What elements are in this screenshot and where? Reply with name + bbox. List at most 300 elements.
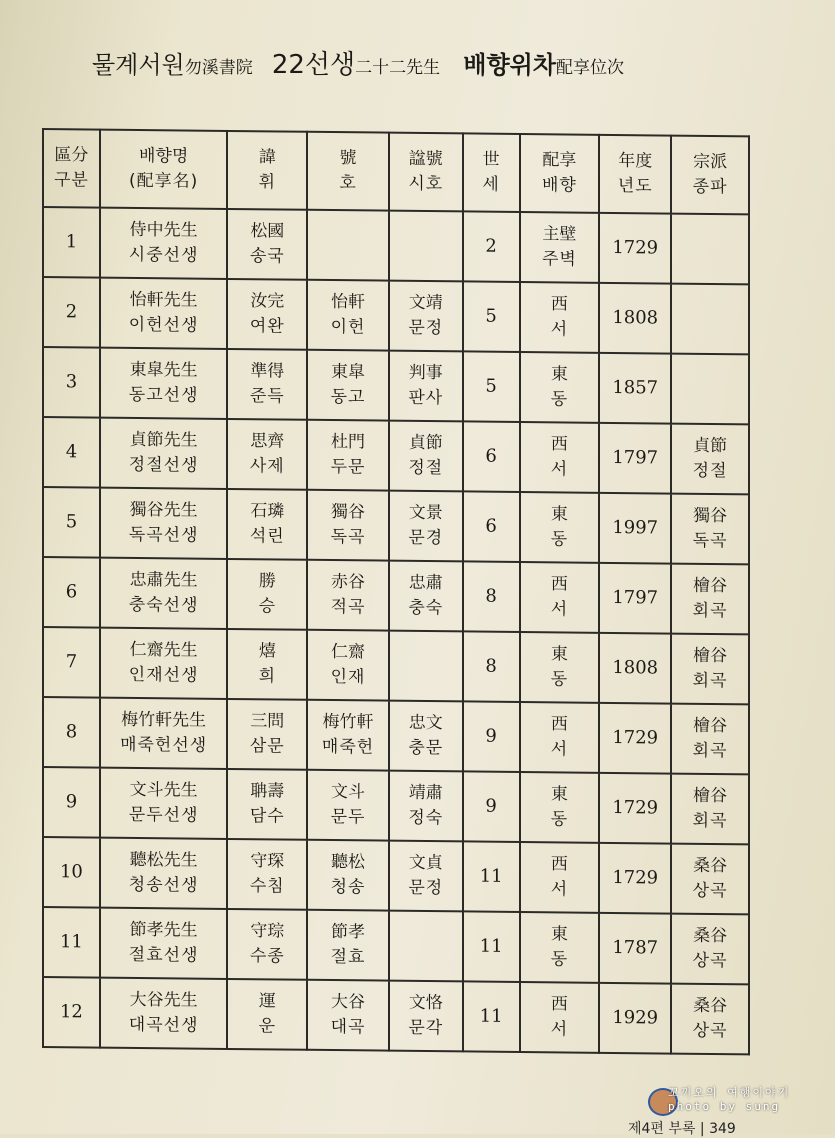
cell-enshrined-name-ko: 대곡선생: [128, 1014, 199, 1036]
cell-number-value: 12: [59, 1001, 83, 1023]
cell-enshrined-name-ko: 독곡선생: [128, 524, 199, 546]
cell-posthumous-title-hanja: [390, 946, 462, 947]
cell-enshrined-name-hanja: 獨谷先生: [129, 499, 198, 521]
cell-year-value: 1729: [612, 236, 659, 259]
cell-pen-name-ko: 절효: [330, 947, 366, 968]
cell-generation: [463, 701, 520, 772]
cell-year: [599, 983, 671, 1054]
cell-posthumous-title-ko: 정숙: [408, 807, 444, 829]
cell-enshrined-name-hanja: 大谷先生: [129, 989, 198, 1011]
header-cell: [389, 133, 463, 212]
table-row: [43, 557, 749, 634]
header-hanja: 諡號: [408, 148, 443, 170]
cell-enshrined-name: [100, 278, 228, 349]
cell-lineage: [671, 704, 749, 775]
header-ko: (配享名): [129, 170, 199, 192]
cell-enshrine-position-hanja: 東: [550, 784, 568, 805]
cell-lineage-hanja: 桑谷: [693, 925, 728, 947]
cell-enshrine-position: [520, 212, 600, 283]
cell-posthumous-title: [389, 701, 463, 772]
cell-enshrine-position-hanja: 西: [550, 994, 568, 1015]
cell-lineage: [671, 844, 749, 915]
cell-lineage-ko: 정절: [692, 460, 728, 482]
cell-posthumous-title: [389, 841, 463, 912]
cell-year: [599, 423, 671, 494]
cell-posthumous-title-hanja: 文景: [408, 502, 443, 524]
cell-pen-name-hanja: 杜門: [331, 432, 366, 453]
cell-pen-name-ko: 독곡: [330, 527, 366, 548]
cell-enshrine-position: [520, 562, 600, 633]
cell-given-name: [227, 629, 307, 700]
header-cell: [520, 134, 600, 213]
title-order-hanja: 配享位次: [556, 58, 625, 78]
cell-lineage-ko: [672, 319, 748, 320]
cell-pen-name: [307, 350, 389, 421]
cell-enshrined-name-ko: 충숙선생: [128, 594, 199, 616]
cell-generation: [463, 981, 520, 1052]
cell-given-name: [227, 839, 307, 910]
cell-year-value: 1729: [612, 726, 659, 749]
cell-pen-name-ko: 문두: [330, 807, 366, 828]
cell-enshrined-name-hanja: 梅竹軒先生: [121, 709, 207, 731]
cell-pen-name-hanja: 文斗: [331, 782, 366, 803]
cell-given-name-ko: 수종: [249, 946, 285, 967]
header-cell: [463, 133, 520, 212]
cell-given-name-hanja: 汝完: [250, 291, 285, 312]
cell-pen-name-ko: 청송: [330, 877, 366, 898]
cell-lineage-ko: 상곡: [692, 1020, 728, 1042]
cell-given-name-ko: 승: [258, 596, 277, 617]
cell-enshrined-name-hanja: 忠肅先生: [129, 569, 198, 591]
cell-lineage: [671, 774, 749, 845]
cell-year: [599, 633, 671, 704]
cell-enshrine-position: [520, 842, 600, 913]
cell-number: [43, 627, 100, 698]
watermark-line1: 꼬끼오의 여행이야기: [668, 1086, 791, 1099]
cell-number: [43, 767, 100, 838]
cell-lineage: [671, 564, 749, 635]
cell-given-name-ko: 담수: [249, 806, 285, 827]
cell-enshrine-position-hanja: 西: [550, 854, 568, 875]
cell-number: [43, 977, 100, 1048]
cell-enshrine-position-ko: 동: [550, 669, 569, 690]
cell-enshrine-position-ko: 서: [550, 459, 569, 480]
cell-lineage-hanja: 檜谷: [693, 645, 728, 667]
cell-year-value: 1787: [612, 936, 659, 959]
cell-year: [599, 773, 671, 844]
cell-year-value: 1857: [612, 376, 659, 399]
cell-posthumous-title-ko: 판사: [408, 387, 444, 409]
cell-lineage: [671, 914, 749, 985]
cell-enshrined-name-hanja: 怡軒先生: [129, 289, 198, 311]
cell-lineage: [671, 634, 749, 705]
cell-pen-name: [307, 560, 389, 631]
title-count: 22선생: [271, 50, 356, 80]
cell-posthumous-title-hanja: 文貞: [408, 852, 443, 874]
cell-enshrine-position-hanja: 東: [550, 504, 568, 525]
cell-enshrined-name-hanja: 聽松先生: [129, 849, 198, 871]
cell-generation: [463, 491, 520, 562]
cell-number: [43, 277, 100, 348]
cell-given-name-ko: 여완: [249, 316, 285, 337]
cell-enshrine-position-hanja: 西: [550, 294, 568, 315]
cell-given-name-ko: 준득: [249, 386, 285, 407]
cell-enshrined-name: [100, 978, 228, 1049]
header-ko: 종파: [692, 176, 728, 198]
cell-year: [599, 213, 671, 284]
cell-pen-name-ko: [308, 245, 388, 246]
cell-enshrined-name-ko: 절효선생: [128, 944, 199, 966]
cell-generation-value: 2: [485, 235, 497, 257]
cell-enshrine-position: [520, 702, 600, 773]
header-cell: [599, 135, 671, 214]
header-ko: 호: [339, 173, 357, 194]
header-cell: [307, 132, 389, 211]
cell-given-name: [227, 769, 307, 840]
table-row: [43, 767, 749, 844]
cell-enshrined-name-hanja: 貞節先生: [129, 429, 198, 451]
cell-posthumous-title: [389, 491, 463, 562]
table-row: [43, 627, 749, 704]
cell-enshrined-name: [100, 488, 228, 559]
cell-pen-name-ko: 대곡: [330, 1017, 366, 1038]
header-cell: [227, 131, 307, 210]
table-row: [43, 347, 749, 424]
cell-enshrined-name-hanja: 文斗先生: [129, 779, 198, 801]
cell-enshrine-position-hanja: 東: [550, 644, 568, 665]
table-header-row: [43, 129, 749, 214]
cell-year-value: 1808: [612, 656, 659, 679]
cell-enshrine-position-ko: 서: [550, 739, 569, 760]
table-row: [43, 277, 749, 354]
table-row: [43, 487, 749, 564]
title-order-ko: 배향위차: [463, 51, 557, 79]
cell-generation: [463, 211, 520, 282]
cell-pen-name: [307, 420, 389, 491]
cell-enshrined-name-ko: 문두선생: [128, 804, 199, 826]
cell-given-name: [227, 979, 307, 1050]
cell-lineage-hanja: 檜谷: [693, 785, 728, 807]
table-row: [43, 977, 749, 1054]
cell-enshrined-name-ko: 시중선생: [128, 244, 199, 266]
cell-lineage-hanja: [672, 319, 748, 320]
cell-given-name-hanja: 三問: [250, 711, 285, 732]
cell-enshrine-position: [520, 282, 600, 353]
cell-given-name: [227, 419, 307, 490]
cell-enshrine-position-ko: 서: [550, 319, 569, 340]
cell-lineage: [671, 354, 749, 425]
cell-enshrine-position: [520, 492, 600, 563]
cell-pen-name-ko: 매죽헌: [321, 736, 375, 758]
cell-pen-name-hanja: 仁齋: [331, 642, 366, 663]
cell-generation: [463, 841, 520, 912]
cell-enshrine-position-ko: 서: [550, 879, 569, 900]
cell-enshrined-name-hanja: 仁齋先生: [129, 639, 198, 661]
cell-given-name-ko: 사제: [249, 456, 285, 477]
cell-number-value: 10: [59, 861, 83, 883]
cell-posthumous-title-ko: [390, 946, 462, 947]
cell-generation: [463, 631, 520, 702]
cell-year: [599, 493, 671, 564]
cell-pen-name-hanja: 節孝: [331, 922, 366, 943]
cell-number: [43, 907, 100, 978]
cell-lineage: [671, 284, 749, 355]
cell-posthumous-title: [389, 561, 463, 632]
cell-enshrined-name: [100, 208, 228, 279]
table-row: [43, 907, 749, 984]
cell-year-value: 1797: [612, 586, 659, 609]
cell-pen-name: [307, 630, 389, 701]
header-ko: 배향: [541, 175, 577, 196]
cell-lineage-hanja: 檜谷: [693, 575, 728, 597]
cell-year-value: 1808: [612, 306, 659, 329]
table-row: [43, 417, 749, 494]
cell-enshrine-position-ko: 동: [550, 809, 569, 830]
cell-enshrine-position: [520, 632, 600, 703]
cell-enshrined-name-hanja: 侍中先生: [129, 219, 198, 241]
cell-given-name: [227, 209, 307, 280]
cell-year: [599, 843, 671, 914]
cell-posthumous-title: [389, 211, 463, 282]
cell-generation-value: 5: [485, 375, 497, 397]
cell-year-value: 1997: [612, 516, 659, 539]
cell-posthumous-title-ko: 문정: [408, 877, 444, 899]
cell-year-value: 1797: [612, 446, 659, 469]
cell-enshrine-position-ko: 동: [550, 389, 569, 410]
cell-lineage: [671, 214, 749, 285]
cell-enshrine-position-hanja: 西: [550, 434, 568, 455]
cell-generation: [463, 771, 520, 842]
cell-given-name-ko: 송국: [249, 246, 285, 267]
cell-generation-value: 8: [485, 585, 497, 607]
cell-given-name-hanja: 守琮: [250, 921, 285, 942]
cell-given-name-hanja: 聃壽: [250, 781, 285, 802]
cell-posthumous-title-hanja: 文靖: [408, 292, 443, 314]
cell-number-value: 1: [65, 231, 78, 253]
cell-number-value: 8: [65, 721, 78, 743]
cell-posthumous-title-hanja: [390, 666, 462, 667]
cell-year-value: 1929: [612, 1006, 659, 1029]
cell-enshrine-position: [520, 422, 600, 493]
cell-posthumous-title: [389, 981, 463, 1052]
cell-given-name: [227, 349, 307, 420]
cell-pen-name-ko: 적곡: [330, 597, 366, 618]
header-cell: [43, 129, 100, 208]
cell-enshrine-position-ko: 주벽: [541, 249, 577, 270]
cell-pen-name: [307, 490, 389, 561]
cell-pen-name-hanja: 梅竹軒: [322, 711, 374, 733]
cell-pen-name-ko: 두문: [330, 457, 366, 478]
cell-enshrine-position: [520, 912, 600, 983]
header-cell: [100, 130, 228, 209]
cell-pen-name-hanja: 獨谷: [331, 502, 366, 523]
table-row: [43, 837, 749, 914]
header-ko: 휘: [258, 172, 277, 193]
cell-enshrined-name: [100, 628, 228, 699]
cell-number: [43, 557, 100, 628]
cell-enshrine-position-hanja: 東: [550, 364, 568, 385]
cell-lineage-ko: 상곡: [692, 950, 728, 972]
cell-lineage-hanja: 獨谷: [693, 505, 728, 527]
cell-number-value: 6: [65, 581, 78, 603]
cell-enshrine-position-ko: 서: [550, 599, 569, 620]
title-academy-ko: 물계서원: [92, 51, 185, 79]
cell-posthumous-title-ko: 충문: [408, 737, 444, 759]
cell-lineage-hanja: 桑谷: [693, 995, 728, 1017]
cell-given-name-ko: 수침: [249, 876, 285, 897]
cell-number: [43, 487, 100, 558]
cell-enshrine-position-hanja: 東: [550, 924, 568, 945]
cell-given-name-hanja: 守琛: [250, 851, 285, 872]
cell-lineage-ko: 상곡: [692, 880, 728, 902]
cell-lineage-hanja: 檜谷: [693, 715, 728, 737]
cell-generation-value: 9: [485, 725, 497, 747]
cell-number-value: 7: [65, 651, 78, 673]
cell-posthumous-title-hanja: 判事: [408, 362, 443, 384]
cell-year: [599, 353, 671, 424]
header-ko: 구분: [54, 170, 89, 191]
cell-enshrined-name-hanja: 節孝先生: [129, 919, 198, 941]
cell-posthumous-title-hanja: 忠肅: [408, 572, 443, 594]
cell-lineage-hanja: [672, 389, 748, 390]
cell-number: [43, 347, 100, 418]
cell-pen-name: [307, 210, 389, 281]
cell-pen-name: [307, 700, 389, 771]
cell-given-name-ko: 삼문: [249, 736, 285, 757]
cell-year: [599, 913, 671, 984]
cell-given-name-ko: 희: [258, 666, 277, 687]
cell-enshrined-name-ko: 인재선생: [128, 664, 199, 686]
header-cell: [671, 136, 749, 215]
cell-enshrine-position-ko: 동: [550, 529, 569, 550]
cell-year: [599, 563, 671, 634]
watermark-line2: photo by sung: [668, 1100, 781, 1113]
cell-pen-name-hanja: 怡軒: [331, 292, 366, 313]
table-row: [43, 697, 749, 774]
cell-enshrined-name: [100, 418, 228, 489]
cell-enshrined-name: [100, 558, 228, 629]
cell-given-name-hanja: 思齊: [250, 431, 285, 452]
title-count-hanja: 二十二先生: [355, 58, 441, 78]
cell-enshrined-name-ko: 청송선생: [128, 874, 199, 896]
cell-given-name: [227, 909, 307, 980]
cell-given-name-hanja: 準得: [250, 361, 285, 382]
cell-enshrined-name: [100, 768, 228, 839]
cell-lineage: [671, 984, 749, 1055]
cell-number-value: 5: [65, 511, 78, 533]
cell-lineage-ko: [672, 249, 748, 250]
cell-enshrined-name-hanja: 東皐先生: [129, 359, 198, 381]
cell-lineage: [671, 494, 749, 565]
cell-generation-value: 9: [485, 795, 497, 817]
cell-pen-name: [307, 280, 389, 351]
cell-given-name-hanja: 勝: [258, 571, 276, 592]
page-footer: 제4편 부록 | 349: [628, 1121, 736, 1137]
cell-pen-name-hanja: [308, 245, 388, 246]
cell-posthumous-title: [389, 421, 463, 492]
cell-enshrine-position: [520, 982, 600, 1053]
cell-lineage-ko: [672, 389, 748, 390]
header-hanja: 世: [482, 149, 500, 170]
cell-generation: [463, 561, 520, 632]
cell-given-name-hanja: 運: [258, 991, 276, 1012]
header-hanja: 年度: [618, 151, 653, 172]
cell-generation: [463, 281, 520, 352]
header-hanja: 諱: [258, 147, 276, 168]
cell-given-name-ko: 석린: [249, 526, 285, 547]
cell-enshrine-position-ko: 동: [550, 949, 569, 970]
cell-enshrined-name-ko: 이헌선생: [128, 314, 199, 336]
cell-pen-name: [307, 980, 389, 1051]
cell-given-name-hanja: 熺: [258, 641, 276, 662]
cell-number: [43, 837, 100, 908]
header-hanja: 宗派: [693, 151, 728, 173]
cell-lineage-ko: 독곡: [692, 530, 728, 552]
header-hanja: 配享: [542, 150, 577, 171]
header-ko: 세: [482, 174, 500, 195]
cell-lineage-ko: 회곡: [692, 600, 728, 622]
cell-posthumous-title: [389, 351, 463, 422]
cell-generation-value: 8: [485, 655, 497, 677]
header-ko: 시호: [408, 173, 444, 195]
cell-lineage: [671, 424, 749, 495]
cell-enshrine-position-ko: 서: [550, 1019, 569, 1040]
cell-year-value: 1729: [612, 796, 659, 819]
header-hanja: 배향명: [139, 146, 189, 167]
cell-pen-name: [307, 910, 389, 981]
cell-pen-name-hanja: 聽松: [331, 852, 366, 873]
cell-posthumous-title-ko: [390, 666, 462, 667]
cell-lineage-hanja: 桑谷: [693, 855, 728, 877]
cell-enshrine-position: [520, 352, 600, 423]
cell-enshrine-position-hanja: 西: [550, 714, 568, 735]
cell-given-name-ko: 운: [258, 1016, 277, 1037]
cell-generation-value: 11: [479, 935, 503, 957]
header-hanja: 號: [339, 148, 357, 169]
cell-lineage-ko: 회곡: [692, 670, 728, 692]
cell-enshrined-name: [100, 348, 228, 419]
cell-enshrined-name: [100, 908, 228, 979]
cell-enshrined-name: [100, 698, 228, 769]
cell-posthumous-title: [389, 911, 463, 982]
enshrinement-table: [42, 128, 750, 1055]
cell-pen-name-ko: 인재: [330, 667, 366, 688]
table-row: [43, 207, 749, 284]
cell-generation-value: 6: [485, 445, 497, 467]
cell-posthumous-title-hanja: 文恪: [408, 992, 443, 1014]
cell-number: [43, 207, 100, 278]
header-ko: 년도: [617, 176, 653, 197]
cell-generation-value: 11: [479, 1005, 503, 1027]
cell-year: [599, 703, 671, 774]
title-academy-hanja: 勿溪書院: [184, 58, 253, 78]
cell-generation-value: 5: [485, 305, 497, 327]
cell-number: [43, 697, 100, 768]
cell-enshrined-name-ko: 동고선생: [128, 384, 199, 406]
cell-given-name: [227, 699, 307, 770]
cell-enshrine-position-hanja: 主壁: [542, 224, 577, 245]
watermark: [668, 1086, 790, 1114]
cell-generation: [463, 911, 520, 982]
cell-year: [599, 283, 671, 354]
cell-number-value: 3: [65, 371, 78, 393]
cell-year-value: 1729: [612, 866, 659, 889]
cell-number-value: 2: [65, 301, 78, 323]
cell-posthumous-title-hanja: 忠文: [408, 712, 443, 734]
cell-posthumous-title-ko: 문정: [408, 317, 444, 339]
cell-lineage-hanja: 貞節: [693, 435, 728, 457]
cell-posthumous-title-ko: 정절: [408, 457, 444, 479]
